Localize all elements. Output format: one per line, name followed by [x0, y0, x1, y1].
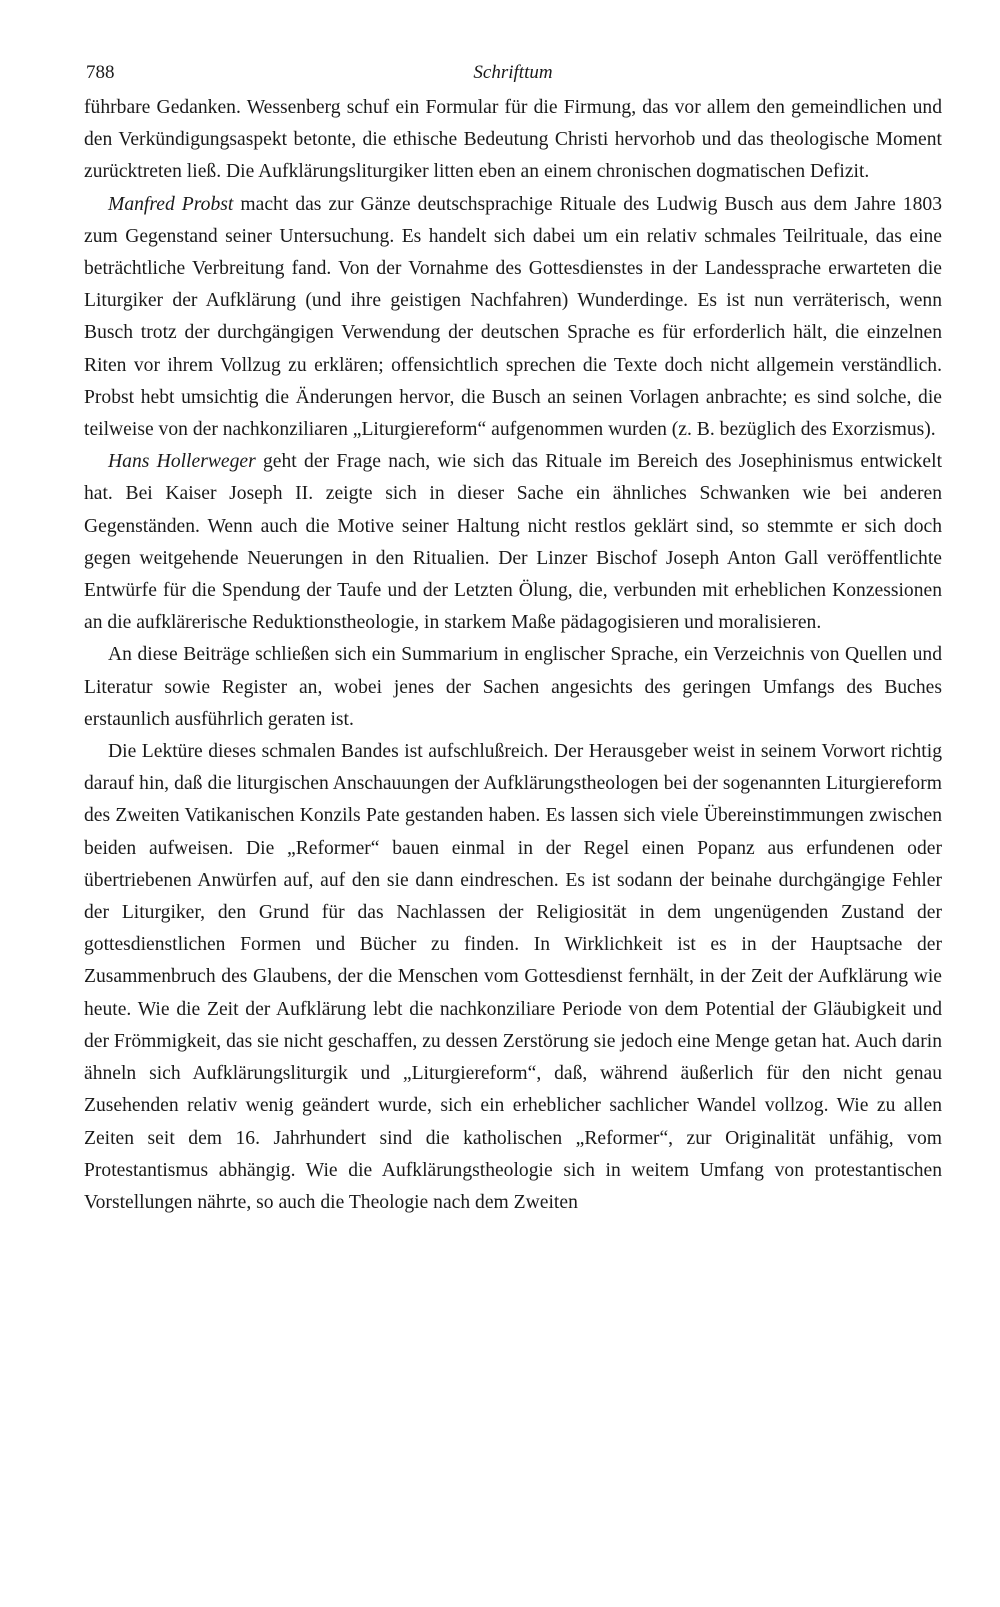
paragraph [84, 189, 942, 447]
paragraph-text: Die Lektüre dieses schmalen Bandes ist aufschlußreich. Der Herausgeber weist in seinem Vorwort richtig darauf hin, daß die liturgischen Anschauungen der Aufklärungstheologen bei der sogenannten Liturgiereform des Zweiten Vatikanischen Konzils Pate gestanden haben. Es lassen sich viele Übereinstimmungen zwischen beiden aufweisen. Die „Reformer“ bauen einmal in der Regel einen Popanz aus erfundenen oder übertriebenen Anwürfen auf, auf den sie dann eindreschen. Es ist sodann der beinahe durchgängige Fehler der Liturgiker, den Grund für das Nachlassen der Religiosität in dem ungenügenden Zustand der gottesdienstlichen Formen und Bücher zu finden. In Wirklichkeit ist es in der Hauptsache der Zusammenbruch des Glaubens, der die Menschen vom Gottesdienst fernhält, in der Zeit der Aufklärung wie heute. Wie die Zeit der Aufklärung lebt die nachkonziliare Periode von dem Potential der Gläubigkeit und der Frömmigkeit, das sie nicht geschaffen, zu dessen Zerstörung sie jedoch eine Menge getan hat. Auch darin ähneln sich Aufklärungsliturgik und „Liturgiereform“, daß, während äußerlich für den nicht genau Zusehenden relativ wenig geändert wurde, sich ein erheblicher sachlicher Wandel vollzog. Wie zu allen Zeiten seit dem 16. Jahrhundert sind die katholischen „Reformer“, zur Originalität unfähig, vom Protestantismus abhängig. Wie die Aufklärungstheologie sich in weitem Umfang von protestantischen Vorstellungen nährte, so auch die Theologie nach dem Zweiten [84, 741, 942, 1213]
paragraph-text: An diese Beiträge schließen sich ein Summarium in englischer Sprache, ein Verzeichnis von Quellen und Literatur sowie Register an, wobei jenes der Sachen angesichts des geringen Umfangs des Buches erstaunlich ausführlich geraten ist. [84, 644, 942, 730]
paragraph-text: führbare Gedanken. Wessenberg schuf ein Formular für die Firmung, das vor allem den gemeindlichen und den Verkündigungsaspekt betonte, die ethische Bedeutung Christi hervorhob und das theologische Moment zurücktreten ließ. Die Aufklärungsliturgiker litten eben an einem chronischen dogmatischen Defizit. [84, 97, 942, 183]
paragraph [84, 92, 942, 189]
author-name: Manfred Probst [108, 193, 234, 215]
author-name: Hans Hollerweger [108, 451, 256, 473]
paragraph-text: geht der Frage nach, wie sich das Rituale im Bereich des Josephinismus entwickelt hat. Bei Kaiser Joseph II. zeigte sich in dieser Sache ein ähnliches Schwanken wie bei anderen Gegenständen. Wenn auch die Motive seiner Haltung nicht restlos geklärt sind, so stemmte er sich doch gegen weitgehende Neuerungen in den Ritualien. Der Linzer Bischof Joseph Anton Gall veröffentlichte Entwürfe für die Spendung der Taufe und der Letzten Ölung, die, verbunden mit erheblichen Konzessionen an die aufklärerische Reduktionstheologie, in starkem Maße pädagogisieren und moralisieren. [84, 451, 943, 634]
page-number: 788 [86, 62, 115, 83]
paragraph [84, 736, 942, 1219]
paragraph [84, 639, 942, 736]
paragraph [84, 446, 942, 639]
running-head: Schrifttum [473, 62, 553, 83]
paragraph-text: macht das zur Gänze deutschsprachige Rituale des Ludwig Busch aus dem Jahre 1803 zum Gegenstand seiner Untersuchung. Es handelt sich dabei um ein relativ schmales Teilrituale, das eine beträchtliche Verbreitung fand. Von der Vornahme des Gottesdienstes in der Landessprache erwarteten die Liturgiker der Aufklärung (und ihre geistigen Nachfahren) Wunderdinge. Es ist nun verräterisch, wenn Busch trotz der durchgängigen Verwendung der deutschen Sprache es für erforderlich hält, die einzelnen Riten vor ihrem Vollzug zu erklären; offensichtlich sprechen die Texte doch nicht allgemein verständlich. Probst hebt umsichtig die Änderungen hervor, die Busch an seinen Vorlagen anbrachte; es sind solche, die teilweise von der nachkonziliaren „Liturgiereform“ aufgenommen wurden (z. B. bezüglich des Exorzismus). [84, 193, 942, 441]
document-page [84, 56, 942, 1219]
page-header [84, 56, 942, 92]
body-text [84, 92, 942, 1219]
